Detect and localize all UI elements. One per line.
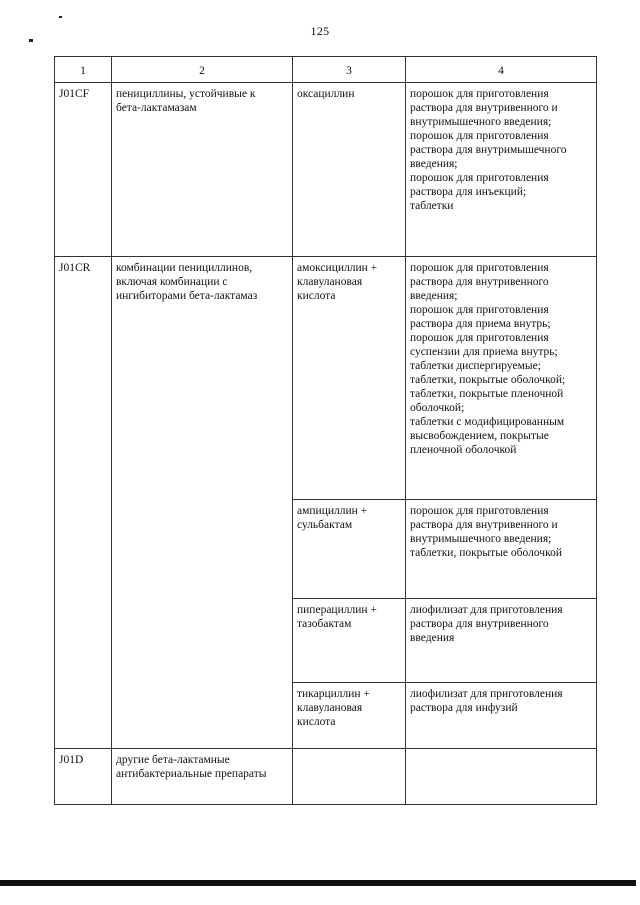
scan-speck: [29, 39, 33, 42]
forms-cell: лиофилизат для приготовления раствора для внутривенного введения: [406, 599, 597, 683]
column-header: 3: [293, 57, 406, 83]
forms-cell: порошок для приготовления раствора для внутривенного введения; порошок для приготовления раствора для приема внутрь; порошок для приготовления суспензии для приема внутрь; таблетки диспергируемые; таблетки, покрытые оболочкой; таблетки, покрытые пленочной оболочкой; таблетки с модифицированным высвобождением, покрытые пленочной оболочкой: [406, 257, 597, 500]
drug-table: [54, 56, 597, 805]
scan-speck: [59, 16, 62, 18]
column-header: 2: [112, 57, 293, 83]
page-number: 125: [310, 24, 330, 38]
group-text: антибактериальные препараты: [116, 768, 267, 780]
drug-cell: [293, 83, 406, 257]
table-row: [55, 83, 597, 257]
header-row: [55, 57, 597, 83]
forms-cell: порошок для приготовления раствора для внутривенного и внутримышечного введения; порошок для приготовления раствора для внутримышечного введения; порошок для приготовления раствора для инъекций; таблетки: [406, 83, 597, 257]
group-text: ингибиторами бета-лактамаз: [116, 290, 258, 302]
forms-cell: лиофилизат для приготовления раствора для инфузий: [406, 683, 597, 749]
group-text: комбинации пенициллинов,: [116, 262, 253, 274]
drug-text: оксациллин: [297, 88, 355, 100]
atc-code-cell: J01D: [55, 749, 112, 805]
group-text: бета-лактамазам: [116, 102, 197, 114]
group-text: другие бета-лактамные: [116, 754, 230, 766]
group-cell: [112, 257, 293, 749]
column-header: 1: [55, 57, 112, 83]
forms-cell: порошок для приготовления раствора для внутривенного и внутримышечного введения; таблетки, покрытые оболочкой: [406, 500, 597, 599]
drug-cell: ампициллин + сульбактам: [293, 500, 406, 599]
group-text: включая комбинации с: [116, 276, 228, 288]
drug-cell: амоксициллин + клавулановая кислота: [293, 257, 406, 500]
atc-code-cell: J01CF: [55, 83, 112, 257]
table-row: [55, 749, 597, 805]
drug-cell: тикарциллин + клавулановая кислота: [293, 683, 406, 749]
forms-cell: [406, 749, 597, 805]
drug-cell: пиперациллин + тазобактам: [293, 599, 406, 683]
column-header: 4: [406, 57, 597, 83]
group-text: пенициллины, устойчивые к: [116, 88, 256, 100]
table-row: [55, 257, 597, 500]
atc-code-cell: J01CR: [55, 257, 112, 749]
scan-edge-bar: [0, 880, 636, 886]
group-cell: [112, 83, 293, 257]
group-cell: [112, 749, 293, 805]
drug-cell: [293, 749, 406, 805]
